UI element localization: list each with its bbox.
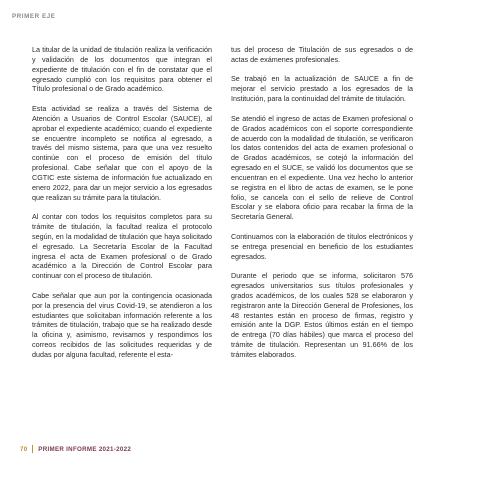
paragraph: La titular de la unidad de titulación realiza la verificación y validación de los documentos que integran el expediente de titulación con el fin de constatar que el egresado cumplió con los requisitos para obtener el Título profesional o de Grado académico. xyxy=(32,45,212,94)
paragraph: Cabe señalar que aun por la contingencia ocasionada por la presencia del virus Covid-19, se atendieron a los estudiantes que solicitaban información referente a los trámites de titulación, trabajo que se ha realizado desde la oficina y, asimismo, revisamos y respondimos los correos recibidos de las solicitudes requeridas y de dudas por alguna facultad, referente el esta- xyxy=(32,290,212,360)
paragraph: Se atendió el ingreso de actas de Examen profesional o de Grados académicos con el soporte correspondiente de acuerdo con la modalidad de titulación, se verificaron los datos contenidos del acta de examen profesional o de Grados académicos, se cotejó la información del egresado en el SUCE, se validó los documentos que se encuentran en el expediente. Una vez hecho lo anterior se registra en el libro de actas de examen, se le pone folio, se cancela con el sello de relieve de Control Escolar y se elabora oficio para recabar la firma de la Secretaría General. xyxy=(231,113,413,222)
right-column xyxy=(231,45,413,370)
paragraph: Continuamos con la elaboración de títulos electrónicos y se entrega presencial en beneficio de los estudiantes egresados. xyxy=(231,231,413,261)
paragraph: Esta actividad se realiza a través del Sistema de Atención a Usuarios de Control Escolar (SAUCE), al aprobar el expediente académico; cuando el expediente se encuentre incompleto se notifica al egresado, a través del mismo sistema, para que una vez resuelto continúe con el proceso de emisión del título profesional. Cabe señalar que con el apoyo de la CGTIC este sistema de información fue actualizado en enero 2022, para dar un mejor servicio a los egresados que realizan su trámite para la titulación. xyxy=(32,104,212,202)
footer-divider xyxy=(32,445,33,453)
report-title: PRIMER INFORME 2021-2022 xyxy=(38,445,132,453)
page-number: 70 xyxy=(20,445,28,453)
paragraph: Se trabajó en la actualización de SAUCE a fin de mejorar el servicio prestado a los egresados de la Institución, para la continuidad del trámite de titulación. xyxy=(231,74,413,104)
left-column xyxy=(32,45,212,370)
paragraph: Durante el periodo que se informa, solicitaron 576 egresados universitarios sus títulos profesionales y grados académicos, de los cuales 528 se elaboraron y registraron ante la Dirección General de Profesiones, los 48 restantes están en proceso de firmas, registro y emisión ante la DGP. Estos últimos están en el tiempo de entrega (70 días hábiles) que marca el proceso del trámite de titulación. Representan un 91.66% de los trámites elaborados. xyxy=(231,271,413,359)
page-footer xyxy=(20,445,131,453)
section-label: PRIMER EJE xyxy=(12,13,56,20)
paragraph: tus del proceso de Titulación de sus egresados o de actas de exámenes profesionales. xyxy=(231,45,413,64)
paragraph: Al contar con todos los requisitos completos para su trámite de titulación, la facultad realiza el protocolo según, en la modalidad de titulación que haya solicitado el egresado. La Secretaría Escolar de la Facultad ingresa el acta de Examen profesional o de Grado académico a la Dirección de Control Escolar para continuar con el proceso de titulación. xyxy=(32,212,212,281)
